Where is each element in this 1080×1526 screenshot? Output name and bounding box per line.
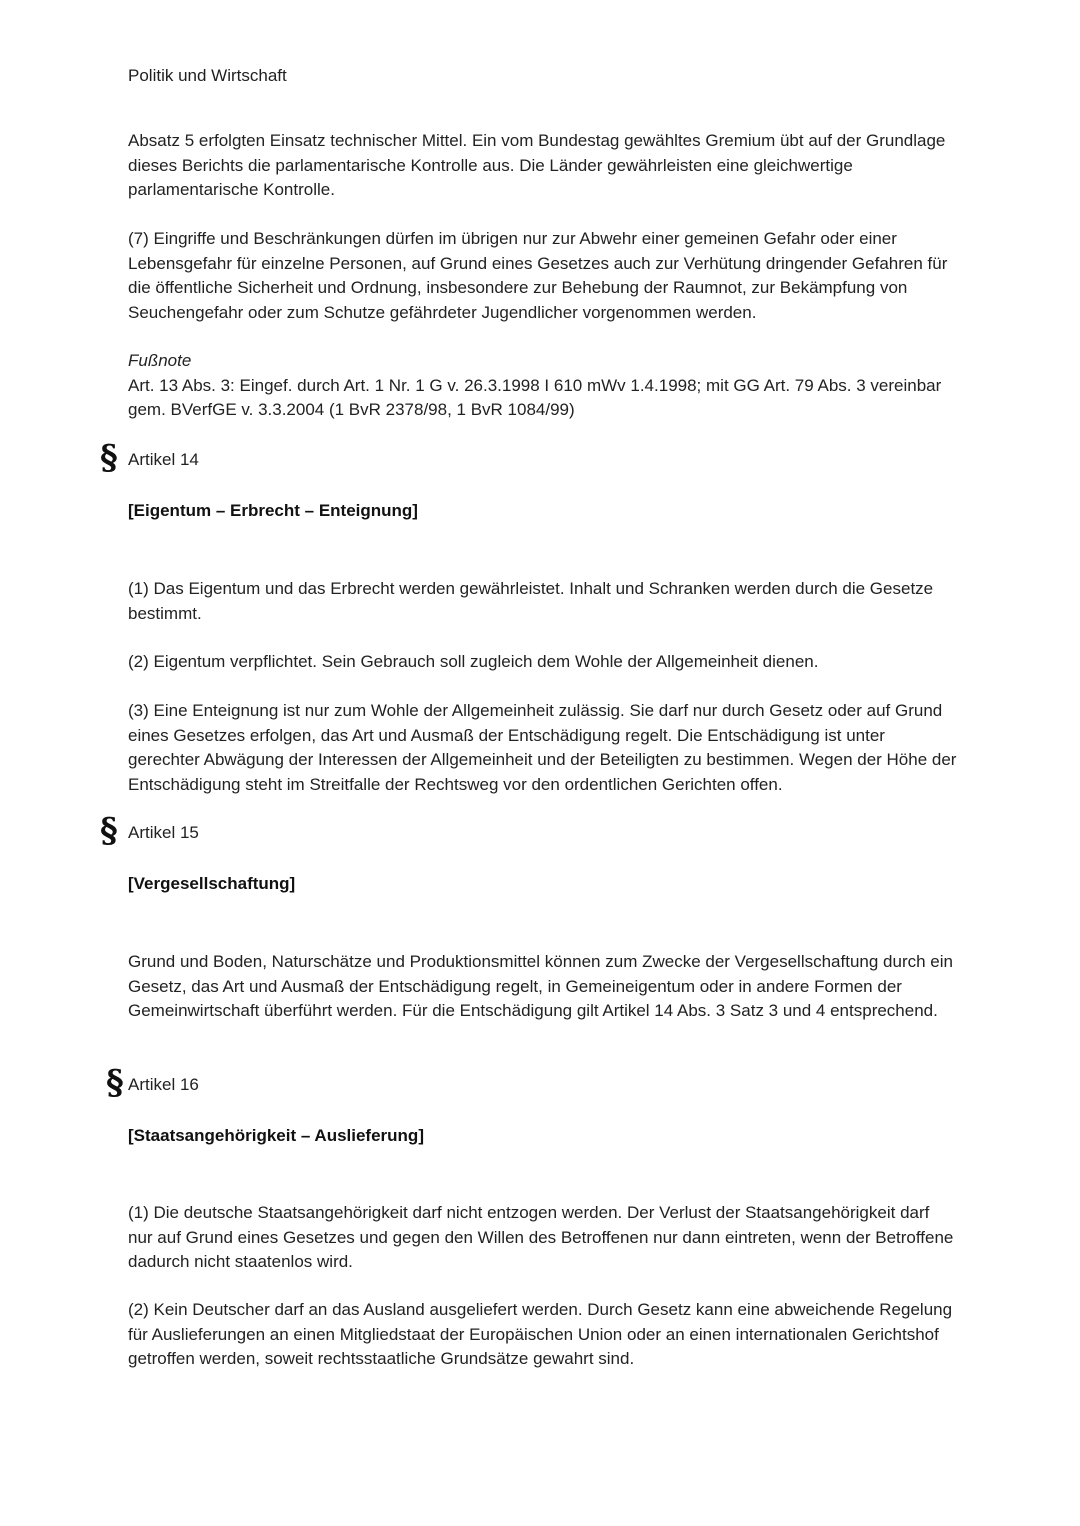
page-header: Politik und Wirtschaft xyxy=(128,66,287,85)
section-sign-icon: § xyxy=(106,1063,124,1103)
article-label: Artikel 15 xyxy=(128,823,199,842)
article-14-paragraph-1: (1) Das Eigentum und das Erbrecht werden gewährleistet. Inhalt und Schranken werden durch die Gesetze bestimmt. xyxy=(128,579,934,623)
article-16-title: [Staatsangehörigkeit – Auslieferung] xyxy=(128,1126,424,1145)
section-sign-icon: § xyxy=(100,811,118,851)
article-16-paragraph-1: (1) Die deutsche Staatsangehörigkeit darf nicht entzogen werden. Der Verlust der Staatsangehörigkeit darf nur auf Grund eines Gesetzes und gegen den Willen des Betroffenen nur dann eintreten, wenn der Betroffene dadurch nicht staatenlos wird. xyxy=(128,1203,954,1271)
article-14-title: [Eigentum – Erbrecht – Enteignung] xyxy=(128,501,418,520)
article-15-paragraph-1: Grund und Boden, Naturschätze und Produktionsmittel können zum Zwecke der Vergesellschaftung durch ein Gesetz, das Art und Ausmaß der Entschädigung regelt, in Gemeineigentum oder in andere Formen der Gemeinwirtschaft überführt werden. Für die Entschädigung gilt Artikel 14 Abs. 3 Satz 3 und 4 entsprechend. xyxy=(128,952,953,1020)
article-14-paragraph-2: (2) Eigentum verpflichtet. Sein Gebrauch soll zugleich dem Wohle der Allgemeinheit dienen. xyxy=(128,652,819,671)
article-14-paragraph-3: (3) Eine Enteignung ist nur zum Wohle der Allgemeinheit zulässig. Sie darf nur durch Gesetz oder auf Grund eines Gesetzes erfolgen, das Art und Ausmaß der Entschädigung regelt. Die Entschädigung ist unter gerechter Abwägung der Interessen der Allgemeinheit und der Beteiligten zu bestimmen. Wegen der Höhe der Entschädigung steht im Streitfalle der Rechtsweg vor den ordentlichen Gerichten offen. xyxy=(128,701,957,794)
article-15-title: [Vergesellschaftung] xyxy=(128,874,296,893)
footnote-text: Art. 13 Abs. 3: Eingef. durch Art. 1 Nr. 1 G v. 26.3.1998 I 610 mWv 1.4.1998; mit GG Art. 79 Abs. 3 vereinbar gem. BVerfGE v. 3.3.2004 (1 BvR 2378/98, 1 BvR 1084/99) xyxy=(128,375,942,419)
section-sign-icon: § xyxy=(100,438,118,478)
article-14-heading xyxy=(100,438,199,478)
paragraph-7: (7) Eingriffe und Beschränkungen dürfen im übrigen nur zur Abwehr einer gemeinen Gefahr oder einer Lebensgefahr für einzelne Personen, auf Grund eines Gesetzes auch zur Verhütung dringender Gefahren für die öffentliche Sicherheit und Ordnung, insbesondere zur Behebung der Raumnot, zur Bekämpfung von Seuchengefahr oder zum Schutze gefährdeter Jugendlicher vorgenommen werden. xyxy=(128,229,948,322)
footnote xyxy=(128,349,958,423)
article-16-heading xyxy=(106,1063,199,1103)
article-16-paragraph-2: (2) Kein Deutscher darf an das Ausland ausgeliefert werden. Durch Gesetz kann eine abweichende Regelung für Auslieferungen an einen Mitgliedstaat der Europäischen Union oder an einen internationalen Gerichtshof getroffen werden, soweit rechtsstaatliche Grundsätze gewahrt sind. xyxy=(128,1300,953,1368)
intro-paragraph: Absatz 5 erfolgten Einsatz technischer Mittel. Ein vom Bundestag gewähltes Gremium übt auf der Grundlage dieses Berichts die parlamentarische Kontrolle aus. Die Länder gewährleisten eine gleichwertige parlamentarische Kontrolle. xyxy=(128,131,946,199)
article-label: Artikel 16 xyxy=(128,1075,199,1094)
article-15-heading xyxy=(100,811,199,851)
footnote-title: Fußnote xyxy=(128,351,192,370)
article-label: Artikel 14 xyxy=(128,450,199,469)
